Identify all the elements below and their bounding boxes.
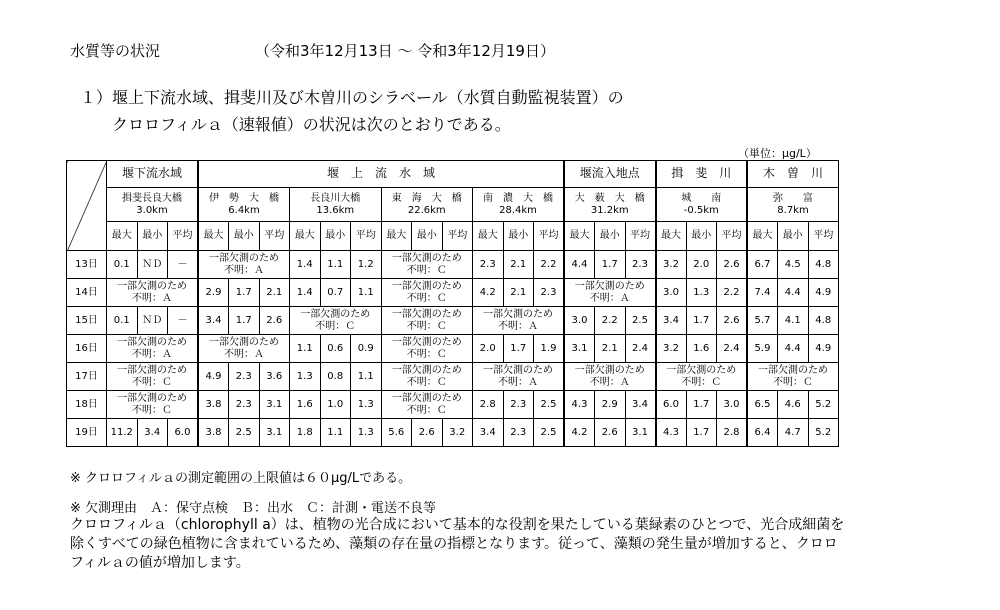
missing-note-line: 不明：Ｃ: [315, 320, 356, 332]
group-header-upstream: 堰 上 流 水 域: [198, 161, 564, 188]
subheader-cell: 平均: [808, 222, 839, 251]
missing-data-cell: [381, 335, 473, 363]
value-cell: 1.3: [686, 279, 717, 307]
value-cell: 4.2: [564, 419, 595, 447]
value-cell: 6.0: [656, 391, 687, 419]
day-label: 19日: [67, 419, 107, 447]
value-cell: 3.4: [198, 307, 229, 335]
missing-note-line: 一部欠測のため: [391, 281, 462, 292]
value-cell: 3.2: [656, 335, 687, 363]
table-row: [67, 363, 839, 391]
subheader-cell: 最大: [198, 222, 229, 251]
subheader-cell: 最小: [595, 222, 626, 251]
value-cell: 3.4: [625, 391, 656, 419]
station-distance: -0.5km: [683, 204, 719, 216]
value-cell: 6.5: [747, 391, 778, 419]
value-cell: 6.4: [747, 419, 778, 447]
missing-note-line: 不明：Ａ: [132, 348, 172, 360]
value-cell: 2.9: [595, 391, 626, 419]
value-cell: 4.3: [656, 419, 687, 447]
value-cell: 1.4: [290, 279, 321, 307]
station-header: [656, 188, 748, 222]
value-cell: 4.9: [808, 279, 839, 307]
value-cell: 1.7: [503, 335, 534, 363]
value-cell: 2.8: [717, 419, 748, 447]
table-row: [67, 279, 839, 307]
missing-note-line: 不明：Ａ: [224, 348, 264, 360]
missing-note-line: 不明：Ｃ: [132, 404, 172, 416]
station-header: [198, 188, 290, 222]
value-cell: 1.7: [229, 307, 260, 335]
missing-data-cell: [381, 363, 473, 391]
value-cell: 2.9: [198, 279, 229, 307]
station-name: 東 海 大 橋: [391, 193, 462, 204]
group-header-ibi-river: 揖 斐 川: [656, 161, 748, 188]
missing-note-line: 一部欠測のため: [209, 337, 279, 348]
station-header: [747, 188, 839, 222]
group-header-row: [67, 161, 839, 188]
value-cell: 3.2: [656, 251, 687, 279]
table-row: [67, 251, 839, 279]
value-cell: 4.5: [778, 251, 809, 279]
value-cell: 4.4: [778, 279, 809, 307]
station-distance: 8.7km: [777, 204, 809, 216]
value-cell: 2.2: [717, 279, 748, 307]
date-period: （令和3年12月13日 ～ 令和3年12月19日）: [255, 42, 555, 60]
missing-note-line: 一部欠測のため: [391, 309, 462, 320]
day-label: 15日: [67, 307, 107, 335]
missing-note-line: 一部欠測のため: [666, 365, 737, 376]
value-cell: 3.0: [656, 279, 687, 307]
missing-note-line: 一部欠測のため: [574, 365, 645, 376]
value-cell: 2.1: [595, 335, 626, 363]
subheader-cell: 最小: [686, 222, 717, 251]
subheader-cell: 平均: [351, 222, 382, 251]
station-name: 大 薮 大 橋: [574, 193, 645, 204]
missing-note-line: 不明：Ａ: [589, 292, 630, 304]
missing-data-cell: [198, 251, 290, 279]
value-cell: 5.6: [381, 419, 412, 447]
value-cell: 1.7: [229, 279, 260, 307]
missing-note-line: 一部欠測のため: [574, 281, 645, 292]
station-name: 弥 富: [773, 193, 813, 204]
value-cell: 4.3: [564, 391, 595, 419]
value-cell: 1.1: [351, 363, 382, 391]
value-cell: 1.6: [290, 391, 321, 419]
station-header: [381, 188, 473, 222]
value-cell: 0.7: [320, 279, 351, 307]
value-cell: 2.3: [473, 251, 504, 279]
subheader-cell: 最小: [503, 222, 534, 251]
missing-data-cell: [107, 335, 199, 363]
missing-note-line: 一部欠測のため: [300, 309, 371, 320]
value-cell: 0.9: [351, 335, 382, 363]
value-cell: 2.5: [534, 391, 565, 419]
missing-note-line: 不明：Ａ: [498, 376, 538, 388]
missing-note-line: 一部欠測のため: [117, 393, 187, 404]
value-cell: 2.3: [229, 391, 260, 419]
value-cell: 2.5: [625, 307, 656, 335]
subheader-cell: 平均: [168, 222, 199, 251]
value-cell: 5.2: [808, 419, 839, 447]
missing-data-cell: [473, 307, 565, 335]
subheader-row: [67, 222, 839, 251]
station-header: [107, 188, 199, 222]
table-row: [67, 391, 839, 419]
subheader-cell: 平均: [259, 222, 290, 251]
value-cell: 4.4: [564, 251, 595, 279]
value-cell: 4.9: [198, 363, 229, 391]
missing-note-line: 不明：Ａ: [498, 320, 538, 332]
value-cell: 1.6: [686, 335, 717, 363]
value-cell: 2.2: [595, 307, 626, 335]
value-cell: 2.1: [503, 279, 534, 307]
missing-data-cell: [473, 363, 565, 391]
section-heading-line1: １）堰上下流水域、揖斐川及び木曽川のシラベール（水質自動監視装置）の: [80, 88, 624, 107]
value-cell: 2.3: [503, 391, 534, 419]
subheader-cell: 最小: [229, 222, 260, 251]
value-cell: ＮＤ: [137, 251, 168, 279]
value-cell: 5.9: [747, 335, 778, 363]
value-cell: 4.1: [778, 307, 809, 335]
value-cell: 2.8: [473, 391, 504, 419]
station-name: 伊 勢 大 橋: [209, 193, 279, 204]
subheader-cell: 最大: [656, 222, 687, 251]
value-cell: 1.3: [290, 363, 321, 391]
value-cell: －: [168, 251, 199, 279]
subheader-cell: 平均: [717, 222, 748, 251]
missing-note-line: 不明：Ｃ: [132, 376, 172, 388]
value-cell: 4.8: [808, 307, 839, 335]
value-cell: 3.2: [442, 419, 473, 447]
station-row: [67, 188, 839, 222]
value-cell: 1.0: [320, 391, 351, 419]
station-distance: 3.0km: [136, 204, 168, 216]
corner-cell: [67, 161, 107, 251]
value-cell: 1.1: [320, 251, 351, 279]
day-label: 13日: [67, 251, 107, 279]
missing-note-line: 不明：Ｃ: [406, 348, 447, 360]
station-name: 揖斐長良大橋: [122, 193, 182, 204]
value-cell: 4.4: [778, 335, 809, 363]
value-cell: 1.8: [290, 419, 321, 447]
value-cell: 1.9: [534, 335, 565, 363]
missing-data-cell: [381, 251, 473, 279]
value-cell: 2.6: [259, 307, 290, 335]
value-cell: 2.6: [595, 419, 626, 447]
value-cell: 1.7: [686, 307, 717, 335]
subheader-cell: 最小: [320, 222, 351, 251]
missing-data-cell: [564, 363, 656, 391]
chlorophyll-table: [66, 160, 839, 447]
value-cell: 4.8: [808, 251, 839, 279]
value-cell: 6.0: [168, 419, 199, 447]
value-cell: 3.1: [625, 419, 656, 447]
missing-note-line: 一部欠測のため: [483, 309, 553, 320]
value-cell: 11.2: [107, 419, 138, 447]
value-cell: 3.4: [137, 419, 168, 447]
value-cell: 3.4: [473, 419, 504, 447]
value-cell: 2.5: [229, 419, 260, 447]
missing-note-line: 一部欠測のため: [209, 253, 279, 264]
missing-note-line: 一部欠測のため: [483, 365, 553, 376]
group-header-kiso-river: 木 曽 川: [747, 161, 839, 188]
value-cell: 3.1: [564, 335, 595, 363]
value-cell: 0.6: [320, 335, 351, 363]
station-distance: 31.2km: [590, 204, 629, 216]
subheader-cell: 平均: [442, 222, 473, 251]
missing-note-line: 一部欠測のため: [758, 365, 828, 376]
missing-data-cell: [747, 363, 839, 391]
group-header-downstream: 堰下流水域: [107, 161, 199, 188]
missing-note-line: 不明：Ｃ: [406, 264, 447, 276]
note-missing-reasons: ※ 欠測理由 Ａ：保守点検 Ｂ：出水 Ｃ：計測・電送不良等: [70, 501, 437, 516]
table-row: [67, 419, 839, 447]
value-cell: 5.7: [747, 307, 778, 335]
missing-note-line: 一部欠測のため: [391, 253, 462, 264]
value-cell: 2.5: [534, 419, 565, 447]
value-cell: 3.1: [259, 419, 290, 447]
missing-data-cell: [107, 279, 199, 307]
subheader-cell: 最大: [290, 222, 321, 251]
value-cell: 0.1: [107, 251, 138, 279]
missing-note-line: 一部欠測のため: [391, 365, 462, 376]
missing-note-line: 一部欠測のため: [391, 393, 462, 404]
subheader-cell: 平均: [625, 222, 656, 251]
subheader-cell: 最大: [381, 222, 412, 251]
value-cell: 2.4: [625, 335, 656, 363]
station-name: 城 南: [681, 193, 722, 204]
value-cell: 3.8: [198, 419, 229, 447]
value-cell: 1.7: [686, 419, 717, 447]
value-cell: 4.9: [808, 335, 839, 363]
value-cell: 1.1: [290, 335, 321, 363]
value-cell: 2.0: [686, 251, 717, 279]
value-cell: 0.8: [320, 363, 351, 391]
missing-data-cell: [381, 307, 473, 335]
section-heading-line2: クロロフィルａ（速報値）の状況は次のとおりである。: [112, 115, 511, 134]
page-title: 水質等の状況: [70, 42, 161, 60]
station-name: 南 濃 大 橋: [483, 193, 553, 204]
value-cell: 2.3: [229, 363, 260, 391]
value-cell: 2.3: [534, 279, 565, 307]
missing-note-line: 一部欠測のため: [117, 337, 187, 348]
day-label: 14日: [67, 279, 107, 307]
value-cell: 3.1: [259, 391, 290, 419]
station-header: [564, 188, 656, 222]
missing-note-line: 不明：Ａ: [224, 264, 264, 276]
missing-data-cell: [564, 279, 656, 307]
value-cell: 1.3: [351, 391, 382, 419]
missing-note-line: 不明：Ｃ: [406, 376, 447, 388]
missing-note-line: 一部欠測のため: [117, 281, 187, 292]
group-header-inflow: 堰流入地点: [564, 161, 656, 188]
day-label: 16日: [67, 335, 107, 363]
value-cell: 1.1: [351, 279, 382, 307]
value-cell: 2.2: [534, 251, 565, 279]
value-cell: ＮＤ: [137, 307, 168, 335]
missing-note-line: 不明：Ｃ: [773, 376, 813, 388]
station-distance: 28.4km: [499, 204, 537, 216]
day-label: 17日: [67, 363, 107, 391]
station-distance: 13.6km: [316, 204, 355, 216]
value-cell: 2.6: [717, 307, 748, 335]
subheader-cell: 最大: [107, 222, 138, 251]
table-row: [67, 335, 839, 363]
value-cell: 3.0: [717, 391, 748, 419]
value-cell: 6.7: [747, 251, 778, 279]
subheader-cell: 最大: [473, 222, 504, 251]
value-cell: 1.3: [351, 419, 382, 447]
subheader-cell: 平均: [534, 222, 565, 251]
value-cell: 2.1: [259, 279, 290, 307]
value-cell: 4.7: [778, 419, 809, 447]
subheader-cell: 最小: [412, 222, 443, 251]
value-cell: 2.6: [717, 251, 748, 279]
day-label: 18日: [67, 391, 107, 419]
subheader-cell: 最小: [137, 222, 168, 251]
value-cell: 4.2: [473, 279, 504, 307]
missing-note-line: 一部欠測のため: [391, 337, 462, 348]
missing-data-cell: [381, 391, 473, 419]
value-cell: 2.1: [503, 251, 534, 279]
station-name: 長良川大橋: [310, 193, 361, 204]
value-cell: 2.3: [503, 419, 534, 447]
missing-note-line: 不明：Ｃ: [406, 292, 447, 304]
missing-note-line: 不明：Ｃ: [406, 404, 447, 416]
unit-label: （単位：μg/L）: [738, 147, 817, 160]
value-cell: 7.4: [747, 279, 778, 307]
value-cell: －: [168, 307, 199, 335]
missing-note-line: 不明：Ａ: [132, 292, 172, 304]
missing-note-line: 不明：Ａ: [589, 376, 630, 388]
subheader-cell: 最小: [778, 222, 809, 251]
station-header: [473, 188, 565, 222]
value-cell: 4.6: [778, 391, 809, 419]
missing-note-line: 不明：Ｃ: [406, 320, 447, 332]
value-cell: 1.1: [320, 419, 351, 447]
value-cell: 1.4: [290, 251, 321, 279]
value-cell: 1.2: [351, 251, 382, 279]
value-cell: 3.0: [564, 307, 595, 335]
value-cell: 1.7: [686, 391, 717, 419]
value-cell: 3.6: [259, 363, 290, 391]
value-cell: 2.0: [473, 335, 504, 363]
missing-data-cell: [381, 279, 473, 307]
missing-data-cell: [290, 307, 382, 335]
station-distance: 6.4km: [228, 204, 260, 216]
value-cell: 3.4: [656, 307, 687, 335]
table-row: [67, 307, 839, 335]
missing-data-cell: [198, 335, 290, 363]
station-header: [290, 188, 382, 222]
value-cell: 0.1: [107, 307, 138, 335]
station-distance: 22.6km: [407, 204, 446, 216]
value-cell: 3.8: [198, 391, 229, 419]
value-cell: 1.7: [595, 251, 626, 279]
missing-data-cell: [107, 391, 199, 419]
explanation-paragraph: クロロフィルａ（chlorophyll a）は、植物の光合成において基本的な役割を果たしている葉緑素のひとつで、光合成細菌を除くすべての緑色植物に含まれているため、藻類の存在量の指標となります。従って、藻類の発生量が増加すると、クロロフィルａの値が増加します。: [70, 517, 845, 571]
value-cell: 2.6: [412, 419, 443, 447]
missing-note-line: 不明：Ｃ: [681, 376, 722, 388]
value-cell: 2.3: [625, 251, 656, 279]
missing-data-cell: [107, 363, 199, 391]
value-cell: 2.4: [717, 335, 748, 363]
subheader-cell: 最大: [564, 222, 595, 251]
note-upper-limit: ※ クロロフィルａの測定範囲の上限値は６０μg/Lである。: [70, 471, 412, 486]
missing-note-line: 一部欠測のため: [117, 365, 187, 376]
value-cell: 5.2: [808, 391, 839, 419]
missing-data-cell: [656, 363, 748, 391]
subheader-cell: 最大: [747, 222, 778, 251]
